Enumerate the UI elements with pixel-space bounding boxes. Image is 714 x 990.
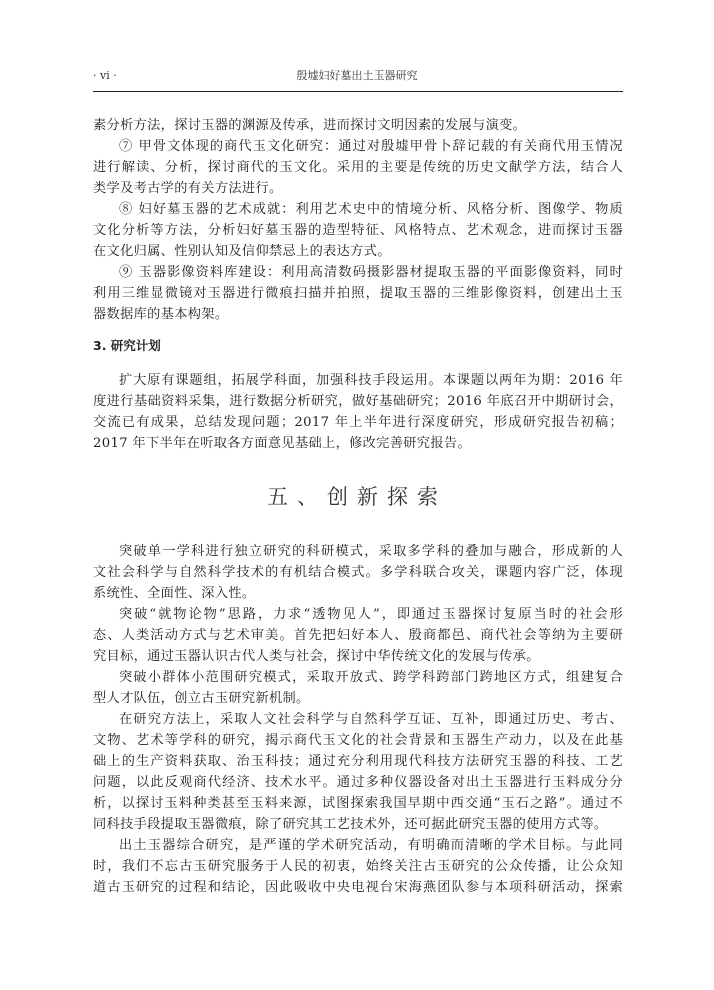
- paragraph-line: 文物、艺术等学科的研究，揭示商代玉文化的社会背景和玉器生产动力，以及在此基: [93, 733, 623, 748]
- paragraph-line: 扩大原有课题组，拓展学科面，加强科技手段运用。本课题以两年为期：2016 年: [119, 373, 623, 388]
- paragraph-line: 系统性、全面性、深入性。: [93, 586, 256, 601]
- paragraph-line: 型人才队伍，创立古玉研究新机制。: [93, 691, 310, 706]
- paragraph-line: ⑧ 妇好墓玉器的艺术成就：利用艺术史中的情境分析、风格分析、图像学、物质: [119, 202, 623, 217]
- paragraph-line: 素分析方法，探讨玉器的渊源及传承，进而探讨文明因素的发展与演变。: [93, 118, 527, 133]
- header-rule: [93, 91, 623, 92]
- paragraph-line: 究目标，通过玉器认识古代人类与社会，探讨中华传统文化的发展与传承。: [93, 649, 540, 664]
- page-number: · vi ·: [93, 69, 117, 82]
- paragraph-line: 度进行基础资料采集，进行数据分析研究，做好基础研究；2016 年底召开中期研讨会，: [93, 394, 623, 409]
- running-title: 殷墟妇好墓出土玉器研究: [296, 69, 418, 82]
- paragraph-line: 态、人类活动方式与艺术审美。首先把妇好本人、殷商都邑、商代社会等纳为主要研: [93, 628, 623, 643]
- paragraph-line: 突破“就物论物”思路，力求“透物见人”，即通过玉器探讨复原当时的社会形: [119, 607, 623, 622]
- paragraph-line: 利用三维显微镜对玉器进行微痕扫描并拍照，提取玉器的三维影像资料，创建出土玉: [93, 286, 623, 301]
- paragraph-line: ⑦ 甲骨文体现的商代玉文化研究：通过对殷墟甲骨卜辞记载的有关商代用玉情况: [119, 139, 623, 154]
- subheading-research-plan: 3. 研究计划: [93, 338, 161, 353]
- paragraph-line: 2017 年下半年在听取各方面意见基础上，修改完善研究报告。: [93, 436, 471, 451]
- paragraph-line: 在研究方法上，采取人文社会科学与自然科学互证、互补，即通过历史、考古、: [119, 712, 623, 727]
- paragraph-line: 文化分析等方法，分析妇好墓玉器的造型特征、风格特点、艺术观念，进而探讨玉器: [93, 223, 623, 238]
- paragraph-line: 进行解读、分析，探讨商代的玉文化。采用的主要是传统的历史文献学方法，结合人: [93, 160, 623, 175]
- paragraph-line: 器数据库的基本构架。: [93, 307, 229, 322]
- chapter-title: 五、创新探索: [267, 485, 447, 509]
- paragraph-line: 出土玉器综合研究，是严谨的学术研究活动，有明确而清晰的学术目标。与此同: [119, 838, 623, 853]
- paragraph-line: 同科技手段提取玉器微痕，除了研究其工艺技术外，还可据此研究玉器的使用方式等。: [93, 817, 608, 832]
- paragraph-line: 析，以探讨玉料种类甚至玉料来源，试图探索我国早期中西交通“玉石之路”。通过不: [93, 796, 623, 811]
- paragraph-line: 突破单一学科进行独立研究的科研模式，采取多学科的叠加与融合，形成新的人: [119, 544, 623, 559]
- paragraph-line: 类学及考古学的有关方法进行。: [93, 181, 283, 196]
- paragraph-line: 时，我们不忘古玉研究服务于人民的初衷，始终关注古玉研究的公众传播，让公众知: [93, 859, 623, 874]
- paragraph-line: 道古玉研究的过程和结论，因此吸收中央电视台宋海燕团队参与本项科研活动，探索: [93, 880, 623, 895]
- paragraph-line: ⑨ 玉器影像资料库建设：利用高清数码摄影器材提取玉器的平面影像资料，同时: [119, 265, 623, 280]
- paragraph-line: 问题，以此反观商代经济、技术水平。通过多种仪器设备对出土玉器进行玉料成分分: [93, 775, 623, 790]
- paragraph-line: 突破小群体小范围研究模式，采取开放式、跨学科跨部门跨地区方式，组建复合: [119, 670, 623, 685]
- paragraph-line: 交流已有成果，总结发现问题；2017 年上半年进行深度研究，形成研究报告初稿；: [93, 415, 623, 430]
- paragraph-line: 础上的生产资料获取、治玉科技；通过充分利用现代科技方法研究玉器的科技、工艺: [93, 754, 623, 769]
- paragraph-line: 文社会科学与自然科学技术的有机结合模式。多学科联合攻关，课题内容广泛，体现: [93, 565, 623, 580]
- paragraph-line: 在文化归属、性别认知及信仰禁忌上的表达方式。: [93, 244, 391, 259]
